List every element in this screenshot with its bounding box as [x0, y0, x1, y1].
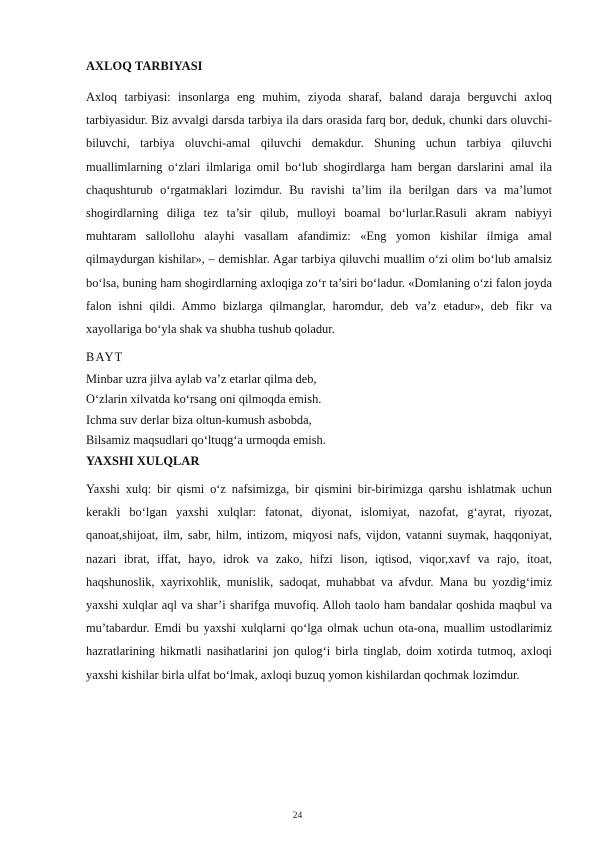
verse-line: O‘zlarin xilvatda ko‘rsang oni qilmoqda emish.: [86, 392, 322, 407]
page-content: [86, 58, 552, 687]
paragraph-axloq-tarbiyasi: Axloq tarbiyasi: insonlarga eng muhim, ziyoda sharaf, baland daraja berguvchi axloq tarbiyasidur. Biz avvalgi darsda tarbiya ila dars orasida farq bor, deduk, chunki dars oluvchi-biluvchi, tarbiya oluvchi-amal qiluvchi demakdur. Shuning uchun tarbiya qiluvchi muallimlarning o‘zlari ilmlariga omil bo‘lub shogirdlarga ham bergan darslarini amal ila chaqushturub o‘rgatmaklari lozimdur. Bu ravishi ta’lim ila berilgan dars va ma’lumot shogirdlarning diliga tez ta’sir qilub, mulloyi boamal bo‘lurlar.Rasuli akram nabiyyi muhtaram sallollohu alayhi vasallam afandimiz: «Eng yomon kishilar ilmiga amal qilmaydurgan kishilar», – demishlar. Agar tarbiya qiluvchi muallim o‘zi olim bo‘lub amalsiz bo‘lsa, buning ham shogirdlarning axloqiga zo‘r ta’siri bo‘ladur. «Domlaning o‘zi falon joyda falon ishni qildi. Ammo bizlarga qilmanglar, haromdur, deb va’z etadur», deb fikr va xayollariga bo‘yla shak va shubha tushub qoladur.: [86, 90, 552, 337]
heading-axloq-tarbiyasi: AXLOQ TARBIYASI: [86, 59, 203, 73]
verse-block: [86, 369, 552, 450]
verse-line: Bilsamiz maqsudlari qo‘ltuqg‘a urmoqda emish.: [86, 432, 326, 447]
paragraph-yaxshi-xulqlar: Yaxshi xulq: bir qismi o‘z nafsimizga, bir qismini bir-birimizga qarshu ishlatmak uchun kerakli bo‘lgan yaxshi xulqlar: fatonat, diyonat, islomiyat, nazofat, g‘ayrat, riyozat, qanoat,shijoat, ilm, sabr, hilm, intizom, miqyosi nafs, vijdon, vatanni suymak, haqqoniyat, nazari ibrat, iffat, hayo, idrok va zako, hifzi lison, iqtisod, viqor,xavf va rajo, itoat, haqshunoslik, xayrixohlik, munislik, sadoqat, muhabbat va afvdur. Mana bu yozdig‘imiz yaxshi xulqlar aql va shar’i sharifga muvofiq. Alloh taolo ham bandalar qoshida maqbul va mu’tabardur. Emdi bu yaxshi xulqlarni qo‘lga olmak uchun ota-ona, muallim ustodlarimiz hazratlarining hikmatli nasihatlarini jon qulog‘i birla tinglab, doim xotirda tutmoq, axloqi yaxshi kishilar birla ulfat bo‘lmak, axloqi buzuq yomon kishilardan qochmak lozimdur.: [86, 482, 552, 682]
verse-line: Ichma suv derlar biza oltun-kumush asbobda,: [86, 412, 312, 427]
page-number: 24: [292, 811, 303, 821]
heading-yaxshi-xulqlar: YAXSHI XULQLAR: [86, 454, 200, 469]
bayt-title: BAYT: [86, 350, 124, 365]
verse-line: Minbar uzra jilva aylab va’z etarlar qilma deb,: [86, 372, 317, 387]
